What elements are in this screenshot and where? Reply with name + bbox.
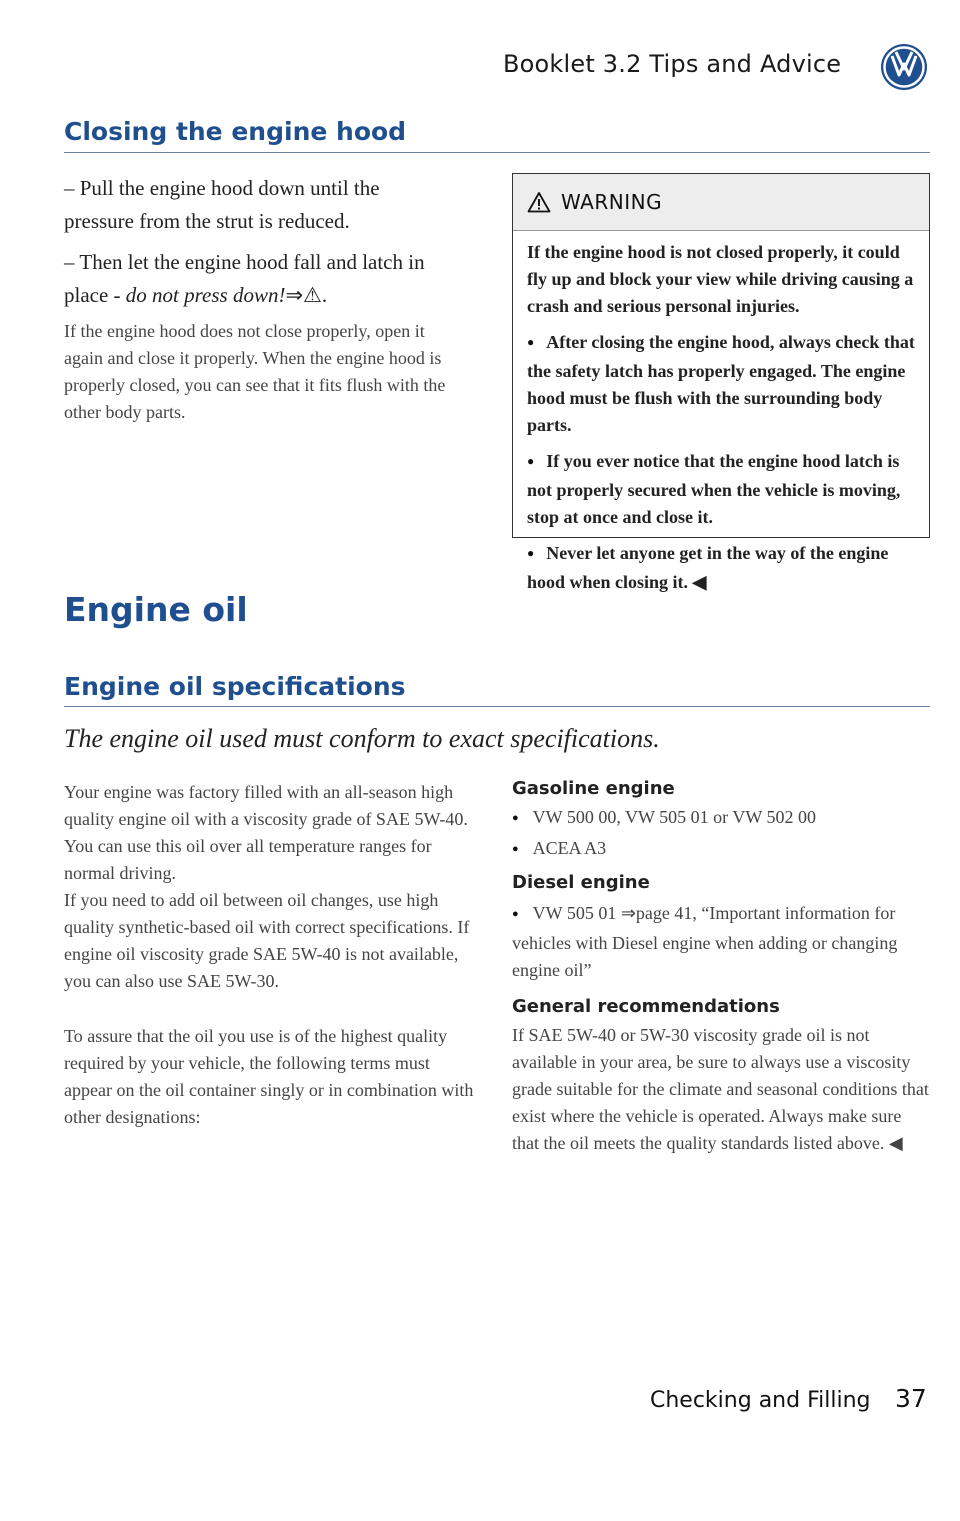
closing-body: If the engine hood does not close properly, open it again and close it properly. When the engine hood is properly closed, you can see that it fits flush with the other body parts. xyxy=(64,321,446,422)
engine-oil-title: Engine oil xyxy=(64,590,248,629)
oil-paragraph-1: Your engine was factory filled with an all-season high quality engine oil with a viscosity grade of SAE 5W-40. You can use this oil over all temperature ranges for normal driving. xyxy=(64,782,468,883)
vw-logo-icon xyxy=(879,42,929,92)
diesel-spec-item: ● VW 505 01 ⇒page 41, “Important information for vehicles with Diesel engine when adding or changing engine oil” xyxy=(512,900,932,984)
page-number: 37 xyxy=(895,1384,927,1413)
gasoline-spec-item: ● ACEA A3 xyxy=(512,835,932,865)
general-recommendations-text: If SAE 5W-40 or 5W-30 viscosity grade oil is not available in your area, be sure to always use a viscosity grade suitable for the climate and seasonal conditions that exist where the vehicle is operated. Always make sure that the oil meets the quality standards listed above. ◀ xyxy=(512,1025,929,1153)
warning-bullet: ● If you ever notice that the engine hood latch is not properly secured when the vehicle is moving, stop at once and close it. xyxy=(527,448,915,531)
engine-oil-intro: The engine oil used must conform to exact specifications. xyxy=(64,724,660,753)
diesel-engine-heading: Diesel engine xyxy=(512,872,650,893)
oil-paragraph-3: To assure that the oil you use is of the highest quality required by your vehicle, the following terms must appear on the oil container singly or in combination with other designations: xyxy=(64,1026,474,1127)
warning-label: WARNING xyxy=(561,190,663,214)
warning-triangle-icon xyxy=(527,191,551,213)
header-title: Booklet 3.2 Tips and Advice xyxy=(503,50,842,78)
general-recommendations-heading: General recommendations xyxy=(512,996,780,1017)
section-rule xyxy=(64,152,930,153)
section-rule xyxy=(64,706,930,707)
footer-section: Checking and Filling xyxy=(650,1388,871,1413)
gasoline-engine-heading: Gasoline engine xyxy=(512,778,675,799)
oil-paragraph-2: If you need to add oil between oil changes, use high quality synthetic-based oil with correct specifications. If engine oil viscosity grade SAE 5W-40 is not available, you can also use SAE 5W-30. xyxy=(64,890,470,991)
warning-body xyxy=(513,231,929,596)
closing-step-2-emphasis: do not press down! xyxy=(125,283,286,307)
closing-step-2 xyxy=(64,246,454,312)
warning-header xyxy=(513,174,929,231)
closing-section-title: Closing the engine hood xyxy=(64,117,407,146)
warning-intro: If the engine hood is not closed properly, it could fly up and block your view while driving causing a crash and serious personal injuries. xyxy=(527,242,914,316)
warning-bullet: ● Never let anyone get in the way of the engine hood when closing it. ◀ xyxy=(527,540,915,596)
engine-oil-spec-title: Engine oil specifications xyxy=(64,672,406,701)
warning-box xyxy=(512,173,930,592)
gasoline-spec-item: ● VW 500 00, VW 505 01 or VW 502 00 xyxy=(512,804,932,834)
closing-step-1: – Pull the engine hood down until the pressure from the strut is reduced. xyxy=(64,176,380,233)
warning-reference: ⇒⚠. xyxy=(285,283,328,307)
closing-step-2-text: – Then let the engine hood fall and latch in place - xyxy=(64,250,425,307)
warning-bullet: ● After closing the engine hood, always check that the safety latch has properly engaged. The engine hood must be flush with the surrounding body parts. xyxy=(527,329,915,439)
